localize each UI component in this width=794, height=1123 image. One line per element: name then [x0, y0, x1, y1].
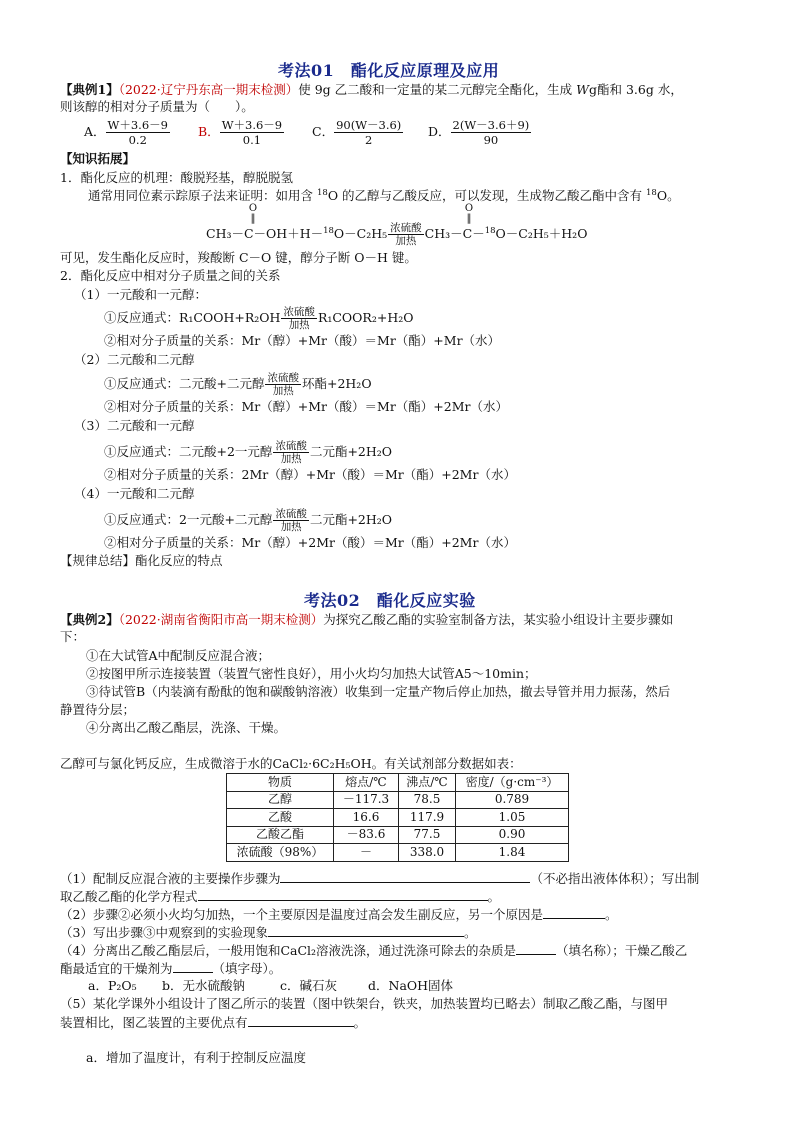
q4-option-b[interactable]: b．无水硫酸钠: [162, 978, 246, 993]
case4-mr: ②相对分子质量的关系：Mr（醇）+2Mr（酸）＝Mr（酯）+2Mr（水）: [104, 535, 516, 550]
question-3: （3）写出步骤③中观察到的实验现象 。: [60, 925, 477, 940]
isotope-eq-left2: O－C₂H₅: [333, 226, 388, 241]
table-cell: 1.05: [456, 809, 569, 827]
option-d[interactable]: [428, 118, 531, 147]
isotope-mass-3: 18: [323, 225, 334, 236]
q4-option-d[interactable]: d．NaOH固体: [368, 978, 454, 993]
example1-source: （2022·辽宁丹东高一期末检测）: [118, 82, 299, 97]
table-cell: 浓硫酸（98%）: [227, 844, 334, 862]
q5-option-a[interactable]: a．增加了温度计，有利于控制反应温度: [86, 1050, 306, 1065]
answer-blank-q4a[interactable]: [516, 942, 556, 955]
example2-line1: [60, 612, 673, 628]
case4-title: （4）一元酸和二元醇: [74, 486, 195, 501]
example1-label: 【典例1】: [60, 82, 119, 97]
case1-equation: ①反应通式：R₁COOH+R₂OH 浓硫酸 加热 R₁COOR₂+H₂O: [104, 306, 414, 331]
rule-summary: 【规律总结】酯化反应的特点: [60, 553, 223, 568]
table-header-row: [227, 774, 569, 792]
table-cell: 乙酸: [227, 809, 334, 827]
q4-option-a[interactable]: a．P₂O₅: [88, 978, 137, 993]
step-2: ②按图甲所示连接装置（装置气密性良好），用小火均匀加热大试管A5～10min；: [86, 666, 537, 681]
example1-stem1: 使 9g 乙二酸和一定量的某二元醇完全酯化，生成: [298, 82, 577, 97]
case3-title: （3）二元酸和一元醇: [74, 418, 195, 433]
step-4: ④分离出乙酸乙酯层，洗涤、干燥。: [86, 720, 287, 735]
reaction-condition: 浓硫酸 加热: [267, 372, 299, 397]
answer-blank-q5[interactable]: [248, 1014, 354, 1027]
table-header: 沸点/℃: [399, 774, 456, 792]
answer-blank-q3[interactable]: [268, 924, 464, 937]
answer-blank-q4b[interactable]: [173, 960, 213, 973]
point1-head: 1．酯化反应的机理：酸脱羟基，醇脱脱氢: [60, 170, 293, 185]
example2-stem2: 下：: [60, 629, 86, 644]
example1-stem2: g酯和 3.6g 水，: [589, 82, 683, 97]
question-4: （4）分离出乙酸乙酯层后，一般用饱和CaCl₂溶液洗涤，通过洗涤可除去的杂质是 （填名称）；干燥乙酸乙: [60, 943, 688, 958]
isotope-equation: [206, 222, 587, 247]
question-5-cont: 装置相比，图乙装置的主要优点有 。: [60, 1015, 367, 1030]
isotope-mass-2: 18: [646, 187, 657, 198]
option-a-den: 0.2: [128, 133, 147, 147]
table-cell: 乙醇: [227, 791, 334, 809]
table-cell: 77.5: [399, 826, 456, 844]
table-cell: 0.90: [456, 826, 569, 844]
answer-blank-q1b[interactable]: [198, 888, 488, 901]
option-b-letter: B．: [198, 124, 220, 139]
table-cell: －: [334, 844, 399, 862]
answer-blank-q2[interactable]: [543, 906, 605, 919]
case1-mr: ②相对分子质量的关系：Mr（醇）+Mr（酸）＝Mr（酯）+Mr（水）: [104, 333, 501, 348]
option-d-fraction: [451, 118, 532, 147]
carbonyl-o-right: O ‖: [464, 203, 474, 224]
option-c-fraction: [334, 118, 403, 147]
option-c-num: 90(W－3.6): [336, 118, 402, 132]
option-b[interactable]: [198, 118, 284, 147]
case2-mr: ②相对分子质量的关系：Mr（醇）+Mr（酸）＝Mr（酯）+2Mr（水）: [104, 399, 508, 414]
step-1: ①在大试管A中配制反应混合液；: [86, 648, 271, 663]
example1-w: W: [576, 82, 589, 97]
table-row: [227, 809, 569, 827]
option-b-den: 0.1: [242, 133, 262, 147]
case4-equation: ①反应通式：2一元酸+二元醇 浓硫酸 加热 二元酯+2H₂O: [104, 508, 393, 533]
example2-label: 【典例2】: [60, 612, 119, 627]
isotope-eq-left: CH₃－C－OH＋H－: [206, 226, 324, 241]
option-a[interactable]: [84, 118, 170, 147]
table-cell: 78.5: [399, 791, 456, 809]
section2-title: 考法02 酯化反应实验: [304, 591, 476, 610]
isotope-eq-right2: O－C₂H₅＋H₂O: [495, 226, 588, 241]
case3-equation: ①反应通式：二元酸+2一元醇 浓硫酸 加热 二元酯+2H₂O: [104, 440, 393, 465]
option-a-fraction: [106, 118, 170, 147]
point1-desc: [88, 188, 680, 204]
isotope-mass-4: 18: [484, 225, 496, 236]
option-b-num: W＋3.6－9: [221, 118, 283, 132]
reagent-note: 乙醇可与氯化钙反应，生成微溶于水的CaCl₂·6C₂H₅OH。有关试剂部分数据如表：: [60, 756, 522, 771]
option-b-fraction: [220, 118, 284, 147]
question-2: （2）步骤②必须小火均匀加热，一个主要原因是温度过高会发生副反应，另一个原因是 。: [60, 907, 618, 922]
table-cell: －117.3: [334, 791, 399, 809]
option-d-num: 2(W－3.6＋9): [452, 118, 530, 132]
reaction-condition: 浓硫酸 加热: [390, 222, 422, 247]
carbonyl-o-left: O ‖: [248, 203, 258, 224]
option-c-letter: C．: [312, 124, 335, 139]
point1-desc-c: O。: [656, 188, 680, 203]
example2-source: （2022·湖南省衡阳市高一期末检测）: [118, 612, 324, 627]
section1-title: 考法01 酯化反应原理及应用: [278, 61, 500, 80]
point1-conclusion: 可见，发生酯化反应时，羧酸断 C－O 键，醇分子断 O－H 键。: [60, 250, 417, 265]
table-header: 熔点/℃: [334, 774, 399, 792]
reaction-condition: 浓硫酸 加热: [275, 440, 307, 465]
case2-title: （2）二元酸和二元醇: [74, 352, 195, 367]
reagent-table: [226, 773, 569, 862]
point1-desc-a: 通常用同位素示踪原子法来证明：如用含: [88, 188, 317, 203]
example2-stem1: 为探究乙酸乙酯的实验室制备方法，某实验小组设计主要步骤如: [323, 612, 674, 627]
reaction-condition: 浓硫酸 加热: [275, 508, 307, 533]
option-a-num: W＋3.6－9: [107, 118, 168, 132]
point1-desc-b: O 的乙醇与乙酸反应，可以发现，生成物乙酸乙酯中含有: [327, 188, 647, 203]
question-1: （1）配制反应混合液的主要操作步骤为 （不必指出液体体积）；写出制: [60, 871, 700, 886]
case2-equation: ①反应通式：二元酸+二元醇 浓硫酸 加热 环酯+2H₂O: [104, 372, 372, 397]
case1-title: （1）一元酸和一元醇：: [74, 287, 207, 302]
option-c-den: 2: [365, 133, 373, 147]
table-cell: 338.0: [399, 844, 456, 862]
option-c[interactable]: [312, 118, 403, 147]
option-d-letter: D．: [428, 124, 451, 139]
isotope-mass-1: 18: [316, 187, 328, 198]
q4-option-c[interactable]: c．碱石灰: [280, 978, 338, 993]
table-cell: 117.9: [399, 809, 456, 827]
question-4-cont: 酯最适宜的干燥剂为 （填字母）。: [60, 961, 282, 976]
example1-line1: [60, 82, 683, 98]
table-row: [227, 826, 569, 844]
table-header: 物质: [227, 774, 334, 792]
isotope-eq-right: CH₃－C－: [424, 226, 485, 241]
table-row: [227, 791, 569, 809]
option-a-letter: A．: [84, 124, 106, 139]
reaction-condition: 浓硫酸 加热: [283, 306, 315, 331]
table-header: 密度/（g·cm⁻³）: [456, 774, 569, 792]
option-d-den: 90: [483, 133, 499, 147]
table-row: [227, 844, 569, 862]
table-cell: 乙酸乙酯: [227, 826, 334, 844]
table-cell: 1.84: [456, 844, 569, 862]
table-cell: 0.789: [456, 791, 569, 809]
question-5: （5）某化学课外小组设计了图乙所示的装置（图中铁架台，铁夹，加热装置均已略去）制取乙酸乙酯，与图甲: [60, 996, 668, 1011]
case3-mr: ②相对分子质量的关系：2Mr（醇）+Mr（酸）＝Mr（酯）+2Mr（水）: [104, 467, 516, 482]
step-3-cont: 静置待分层；: [60, 702, 136, 717]
table-cell: 16.6: [334, 809, 399, 827]
example1-stem3: 则该醇的相对分子质量为（ ）。: [60, 99, 254, 114]
knowledge-label: 【知识拓展】: [60, 151, 136, 166]
answer-blank-q1a[interactable]: [280, 870, 530, 883]
table-cell: －83.6: [334, 826, 399, 844]
step-3: ③待试管B（内装滴有酚酞的饱和碳酸钠溶液）收集到一定量产物后停止加热，撤去导管并用力振荡，然后: [86, 684, 671, 699]
question-1-cont: 取乙酸乙酯的化学方程式 。: [60, 889, 501, 904]
point2-head: 2．酯化反应中相对分子质量之间的关系: [60, 268, 281, 283]
